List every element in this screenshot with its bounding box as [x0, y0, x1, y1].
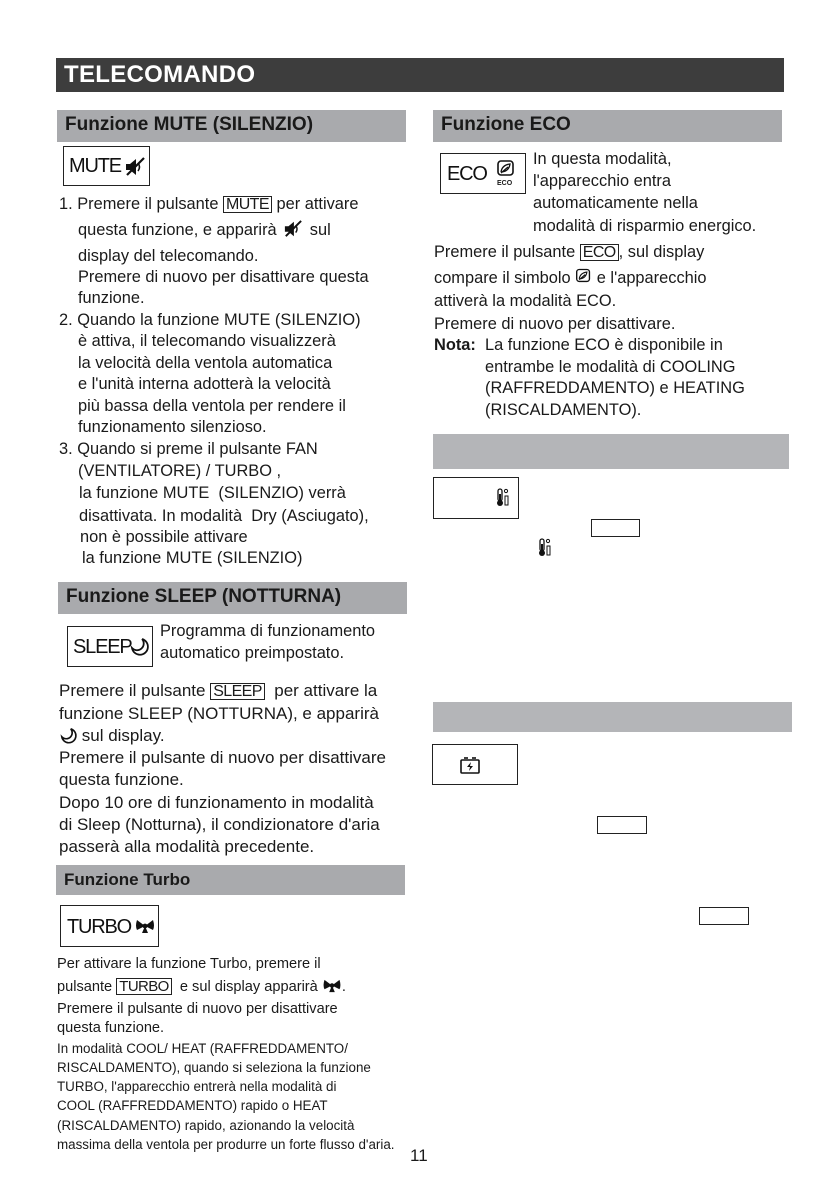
section-blank-2-header — [433, 702, 792, 732]
sleep-desc-2: automatico preimpostato. — [160, 644, 345, 662]
sleep-box-label: SLEEP — [73, 636, 132, 658]
section-turbo-header — [56, 865, 405, 895]
battery-charge-icon — [459, 757, 481, 775]
mute-line-8: la velocità della ventola automatica — [78, 354, 333, 372]
mute-line-12: 3. Quando si preme il pulsante FAN — [59, 440, 318, 458]
sleep-moon-icon — [130, 637, 148, 655]
sleep-display-box — [67, 626, 153, 667]
eco-desc-4: modalità di risparmio energico. — [533, 217, 757, 235]
turbo-line-1: Per attivare la funzione Turbo, premere il — [57, 956, 321, 972]
mute-line-9: e l'unità interna adotterà la velocità — [78, 375, 331, 393]
mute-line-2: questa funzione, e apparirà sul — [78, 221, 331, 239]
eco-nota-4: (RISCALDAMENTO). — [485, 401, 642, 419]
eco-box-label: ECO — [447, 163, 487, 185]
section-mute-title: Funzione MUTE (SILENZIO) — [65, 114, 314, 135]
sleep-line-3: sul display. — [59, 725, 165, 747]
section-turbo-title: Funzione Turbo — [64, 870, 191, 889]
mute-button-ref: MUTE — [223, 196, 272, 213]
turbo-line-3: Premere il pulsante di nuovo per disattivare — [57, 1001, 338, 1017]
eco-leaf-icon — [496, 160, 516, 182]
mute-line-15: disattivata. In modalità Dry (Asciugato), — [79, 507, 369, 525]
eco-icon-sublabel: ECO — [497, 180, 513, 187]
eco-display-box — [440, 153, 526, 194]
eco-line-2: compare il simbolo e l'apparecchio — [434, 269, 707, 287]
thermometer-icon-inline — [538, 538, 552, 558]
section-mute-header — [57, 110, 406, 142]
mute-line-10: più bassa della ventola per rendere il — [78, 397, 346, 415]
section-sleep-header — [58, 582, 407, 614]
turbo-line-8: COOL (RAFFREDDAMENTO) rapido o HEAT — [57, 1098, 328, 1113]
mute-line-3: display del telecomando. — [78, 247, 259, 265]
sleep-button-ref: SLEEP — [210, 683, 265, 700]
eco-desc-2: l'apparecchio entra — [533, 172, 671, 190]
eco-line-1: Premere il pulsante ECO , sul display — [434, 243, 705, 261]
eco-nota-1: La funzione ECO è disponibile in — [485, 336, 723, 354]
sleep-moon-icon-inline — [59, 727, 77, 743]
sleep-desc-1: Programma di funzionamento — [160, 622, 376, 640]
charge-button-placeholder-2 — [699, 907, 749, 925]
sleep-line-6: Dopo 10 ore di funzionamento in modalità — [59, 793, 374, 812]
eco-desc-3: automaticamente nella — [533, 194, 698, 212]
page-header-title: TELECOMANDO — [64, 61, 256, 88]
section-eco-title: Funzione ECO — [441, 114, 571, 135]
sleep-line-8: passerà alla modalità precedente. — [59, 837, 315, 856]
mute-icon-inline — [281, 220, 305, 238]
sleep-line-4: Premere il pulsante di nuovo per disattivare — [59, 748, 386, 767]
turbo-fan-icon — [135, 918, 155, 934]
section-sleep-title: Funzione SLEEP (NOTTURNA) — [66, 586, 342, 607]
eco-line-4: Premere di nuovo per disattivare. — [434, 315, 676, 333]
turbo-line-10: massima della ventola per produrre un forte flusso d'aria. — [57, 1137, 395, 1152]
turbo-line-2: pulsante TURBO e sul display apparirà . — [57, 978, 346, 995]
mute-box-label: MUTE — [69, 155, 121, 177]
thermo-display-box — [433, 477, 519, 519]
mute-line-17: la funzione MUTE (SILENZIO) — [82, 549, 303, 567]
mute-line-16: non è possibile attivare — [80, 528, 248, 546]
eco-nota-label: Nota: — [434, 336, 476, 354]
turbo-box-label: TURBO — [67, 916, 132, 938]
turbo-line-9: (RISCALDAMENTO) rapido, azionando la velocità — [57, 1118, 355, 1133]
thermo-button-placeholder — [591, 519, 640, 537]
turbo-fan-icon-inline — [322, 978, 342, 993]
sleep-line-7: di Sleep (Notturna), il condizionatore d'aria — [59, 815, 380, 834]
eco-desc-1: In questa modalità, — [533, 150, 672, 168]
charge-display-box — [432, 744, 518, 785]
sleep-line-1: Premere il pulsante SLEEP per attivare la — [59, 681, 378, 700]
eco-button-ref: ECO — [580, 244, 619, 261]
turbo-button-ref: TURBO — [116, 978, 172, 995]
mute-display-box — [63, 146, 150, 186]
sleep-line-2: funzione SLEEP (NOTTURNA), e apparirà — [59, 704, 379, 723]
mute-line-4: Premere di nuovo per disattivare questa — [78, 268, 369, 286]
thermometer-icon — [496, 488, 510, 508]
eco-line-3: attiverà la modalità ECO. — [434, 292, 617, 310]
eco-nota-2: entrambe le modalità di COOLING — [485, 358, 736, 376]
eco-nota-3: (RAFFREDDAMENTO) e HEATING — [485, 379, 745, 397]
turbo-line-5: In modalità COOL/ HEAT (RAFFREDDAMENTO/ — [57, 1041, 348, 1056]
section-blank-1-header — [433, 434, 789, 469]
mute-line-7: è attiva, il telecomando visualizzerà — [78, 332, 336, 350]
page-number: 11 — [410, 1146, 428, 1165]
eco-leaf-icon-inline — [575, 267, 592, 289]
page-header — [56, 58, 784, 92]
sleep-line-5: questa funzione. — [59, 770, 184, 789]
mute-line-5: funzione. — [78, 289, 145, 307]
turbo-line-6: RISCALDAMENTO), quando si seleziona la funzione — [57, 1060, 371, 1075]
turbo-line-4: questa funzione. — [57, 1020, 165, 1036]
mute-line-1: 1. Premere il pulsante MUTE per attivare — [59, 195, 359, 213]
turbo-display-box — [60, 905, 159, 947]
mute-line-13: (VENTILATORE) / TURBO , — [78, 462, 282, 480]
charge-button-placeholder-1 — [597, 816, 647, 834]
mute-line-14: la funzione MUTE (SILENZIO) verrà — [79, 484, 346, 502]
mute-icon — [124, 157, 146, 177]
mute-line-11: funzionamento silenzioso. — [78, 418, 267, 436]
turbo-line-7: TURBO, l'apparecchio entrerà nella modalità di — [57, 1079, 337, 1094]
mute-line-6: 2. Quando la funzione MUTE (SILENZIO) — [59, 311, 361, 329]
section-eco-header — [433, 110, 782, 142]
